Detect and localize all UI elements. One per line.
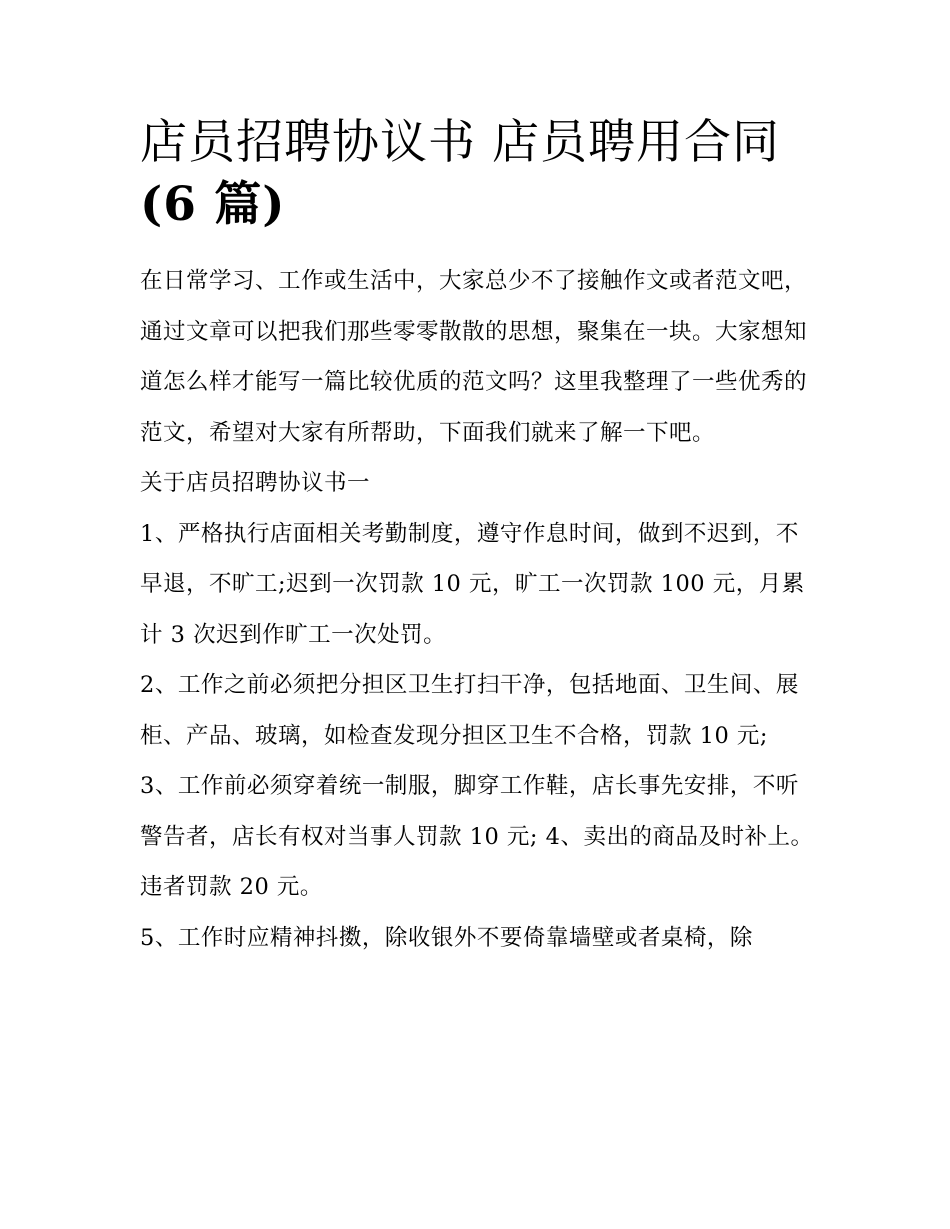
clause-2: 2、工作之前必须把分担区卫生打扫干净，包括地面、卫生间、展柜、产品、玻璃，如检查发现分担区卫生不合格，罚款 10 元; bbox=[140, 672, 799, 749]
document-body bbox=[140, 256, 820, 963]
section-heading: 关于店员招聘协议书一 bbox=[140, 470, 371, 496]
title-line-1: 店员招聘协议书 店员聘用合同 bbox=[140, 115, 780, 170]
clause-3-4: 3、工作前必须穿着统一制服，脚穿工作鞋，店长事先安排，不听警告者，店长有权对当事人罚款 10 元; 4、卖出的商品及时补上。违者罚款 20 元。 bbox=[140, 773, 814, 900]
document-title bbox=[140, 112, 820, 236]
clause-5: 5、工作时应精神抖擞，除收银外不要倚靠墙壁或者桌椅，除 bbox=[140, 924, 753, 951]
clause-1: 1、严格执行店面相关考勤制度，遵守作息时间，做到不迟到，不早退，不旷工;迟到一次罚款 10 元，旷工一次罚款 100 元，月累计 3 次迟到作旷工一次处罚。 bbox=[140, 520, 805, 648]
document-page bbox=[140, 112, 820, 963]
intro-paragraph: 在日常学习、工作或生活中，大家总少不了接触作文或者范文吧，通过文章可以把我们那些零零散散的思想，聚集在一块。大家想知道怎么样才能写一篇比较优质的范文吗？这里我整理了一些优秀的范文，希望对大家有所帮助，下面我们就来了解一下吧。 bbox=[140, 268, 808, 446]
title-line-2: (6 篇) bbox=[140, 177, 286, 232]
